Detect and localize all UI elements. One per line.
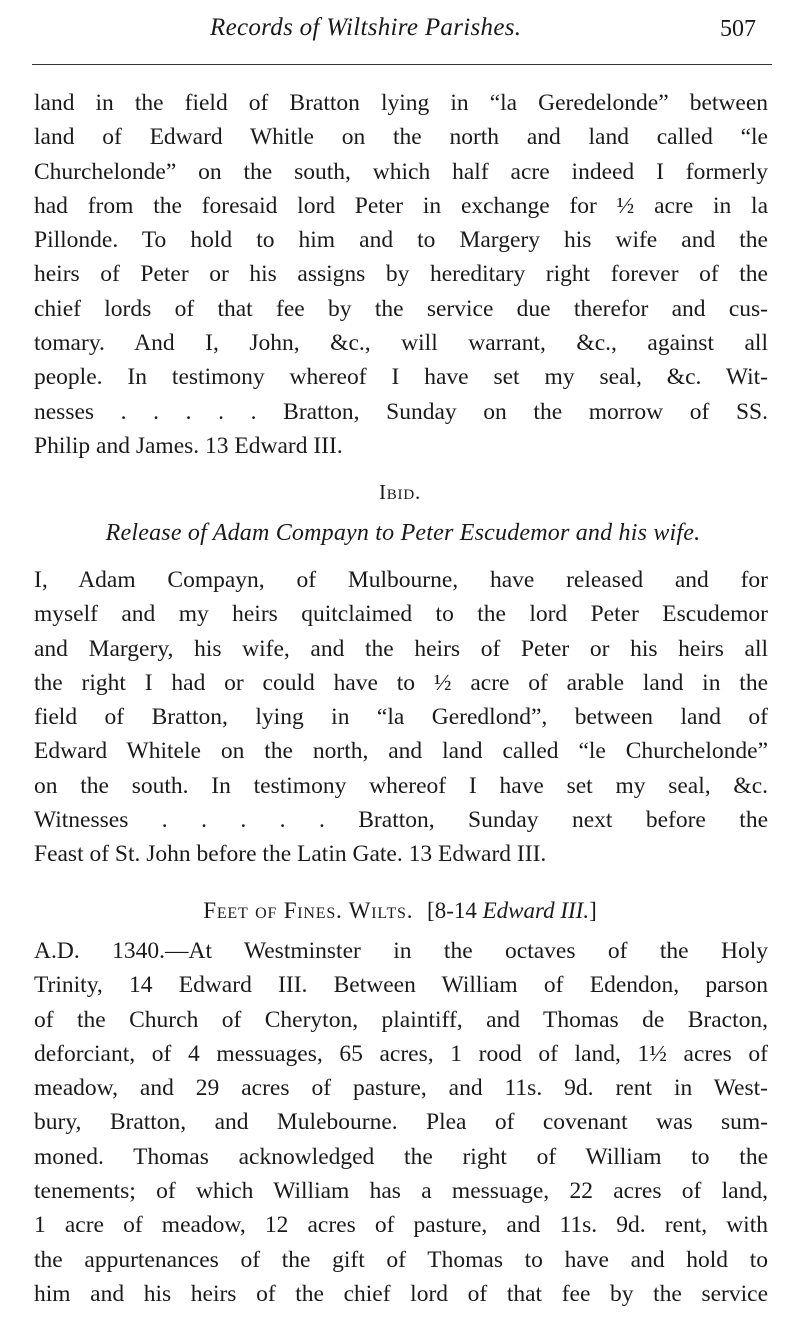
section-subtitle-release: Release of Adam Compayn to Peter Escudemor and his wife.: [105, 520, 701, 546]
page-number: 507: [720, 16, 756, 42]
text-line: Philip and James. 13 Edward III.: [34, 432, 343, 459]
text-line: people. In testimony whereof I have set my seal, &c. Wit-: [34, 364, 768, 391]
text-line: nesses . . . . . Bratton, Sunday on the morrow of SS.: [34, 398, 768, 425]
text-line: him and his heirs of the chief lord of that fee by the service: [34, 1280, 768, 1307]
text-line: had from the foresaid lord Peter in exchange for ½ acre in la: [34, 192, 768, 219]
running-title: Records of Wiltshire Parishes.: [210, 14, 522, 41]
text-line: Witnesses . . . . . Bratton, Sunday next before the: [34, 807, 768, 834]
text-line: tomary. And I, John, &c., will warrant, &c., against all: [34, 330, 768, 357]
text-line: of the Church of Cheryton, plaintiff, and Thomas de Bracton,: [34, 1006, 768, 1033]
heading-main: Feet of Fines. Wilts.: [203, 898, 414, 923]
text-line: land in the field of Bratton lying in “la Geredelonde” between: [34, 90, 768, 116]
section-heading-ibid: Ibid.: [378, 480, 422, 504]
text-line: bury, Bratton, and Mulebourne. Plea of covenant was sum-: [34, 1109, 768, 1136]
text-line: the right I had or could have to ½ acre of arable land in the: [34, 669, 768, 696]
text-line: deforciant, of 4 messuages, 65 acres, 1 rood of land, 1½ acres of: [34, 1040, 768, 1067]
paragraph-deed-continuation: [34, 86, 768, 463]
paragraph-release: [34, 563, 768, 872]
text-line: meadow, and 29 acres of pasture, and 11s. 9d. rent in West-: [34, 1075, 768, 1102]
paragraph-fine: [34, 934, 768, 1311]
text-line: myself and my heirs quitclaimed to the lord Peter Escudemor: [34, 601, 768, 628]
text-line: the appurtenances of the gift of Thomas to have and hold to: [34, 1246, 768, 1273]
text-line: A.D. 1340.—At Westminster in the octaves of the Holy: [34, 938, 768, 964]
section-heading-feet-of-fines: [0, 898, 800, 924]
text-line: 1 acre of meadow, 12 acres of pasture, and 11s. 9d. rent, with: [34, 1212, 768, 1239]
text-line: and Margery, his wife, and the heirs of Peter or his heirs all: [34, 635, 768, 662]
text-line: on the south. In testimony whereof I have set my seal, &c.: [34, 772, 768, 799]
text-line: Edward Whitele on the north, and land called “le Churchelonde”: [34, 738, 768, 765]
text-line: land of Edward Whitle on the north and land called “le: [34, 124, 768, 151]
header-rule: [32, 64, 772, 65]
text-line: field of Bratton, lying in “la Geredlond”, between land of: [34, 704, 768, 731]
text-line: Trinity, 14 Edward III. Between William of Edendon, parson: [34, 972, 768, 999]
heading-bracket: [8-14 Edward III.]: [427, 898, 597, 923]
text-line: I, Adam Compayn, of Mulbourne, have released and for: [34, 567, 768, 593]
text-line: moned. Thomas acknowledged the right of William to the: [34, 1143, 768, 1170]
text-line: heirs of Peter or his assigns by hereditary right forever of the: [34, 261, 768, 288]
text-line: chief lords of that fee by the service due therefor and cus-: [34, 295, 768, 322]
text-line: Pillonde. To hold to him and to Margery his wife and the: [34, 227, 768, 254]
text-line: Feast of St. John before the Latin Gate. 13 Edward III.: [34, 841, 547, 868]
text-line: Churchelonde” on the south, which half acre indeed I formerly: [34, 158, 768, 185]
text-line: tenements; of which William has a messuage, 22 acres of land,: [34, 1178, 768, 1205]
